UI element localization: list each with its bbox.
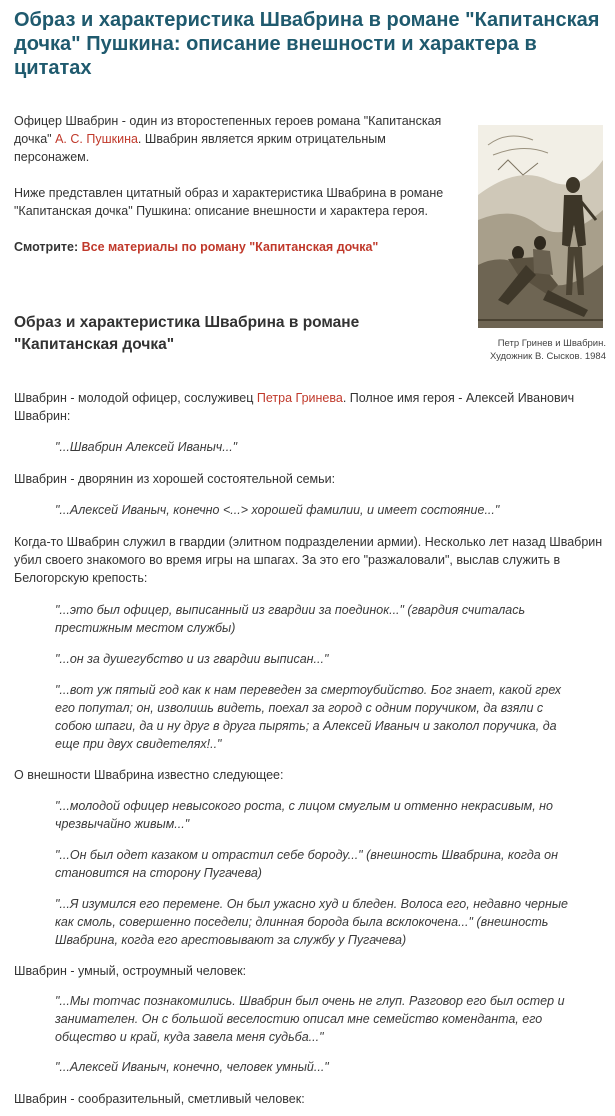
illustration-image <box>478 125 603 328</box>
grinev-link[interactable]: Петра Гринева <box>256 391 343 405</box>
engraving-art <box>478 125 603 328</box>
intro-paragraph-2: Ниже представлен цитатный образ и характеристика Швабрина в романе "Капитанская дочка" Пушкина: описание внешности и характера героя. <box>14 186 444 218</box>
paragraph: Швабрин - дворянин из хорошей состоятельной семьи: <box>14 472 336 486</box>
section-heading: Образ и характеристика Швабрина в романе "Капитанская дочка" <box>14 314 360 353</box>
quote: "...Швабрин Алексей Иваныч..." <box>55 440 238 454</box>
quote: "...он за душегубство и из гвардии выписан..." <box>55 652 329 666</box>
intro-paragraph: Офицер Швабрин - один из второстепенных героев романа "Капитанская дочка" А. С. Пушкина. Швабрин является ярким отрицательным персонажем. <box>14 114 442 164</box>
quote: "...Мы тотчас познакомились. Швабрин был очень не глуп. Разговор его был остер и занимателен. Он с большой веселостию описал мне семейство коменданта, его общество и край, куда завела меня судьба..." <box>55 994 565 1044</box>
quote: "...молодой офицер невысокого роста, с лицом смуглым и отменно некрасивым, но чрезвычайно живым..." <box>55 799 554 831</box>
quote: "...это был офицер, выписанный из гвардии за поединок..." (гвардия считалась престижным местом службы) <box>55 603 526 635</box>
illustration-figure <box>476 125 606 365</box>
paragraph: Когда-то Швабрин служил в гвардии (элитном подразделении армии). Несколько лет назад Швабрин убил своего знакомого во время игры на шпагах. За это его "разжаловали", выслав служить в Белогорскую крепость: <box>14 535 603 585</box>
quote: "...Я изумился его перемене. Он был ужасно худ и бледен. Волоса его, недавно черные как смоль, совершенно поседели; длинная борода была всклокочена..." (внешность Швабрина, когда его арестовывают за службу у Пугачева) <box>55 897 568 947</box>
paragraph: О внешности Швабрина известно следующее: <box>14 768 284 782</box>
quote: "...Алексей Иваныч, конечно <...> хорошей фамилии, и имеет состояние..." <box>55 503 500 517</box>
illustration-caption: Петр Гринев и Швабрин. Художник В. Сысков. 1984 <box>489 338 606 362</box>
quote: "...Он был одет казаком и отрастил себе бороду..." (внешность Швабрина, когда он становится на сторону Пугачева) <box>55 848 558 880</box>
materials-link[interactable]: Все материалы по роману "Капитанская дочка" <box>81 240 379 254</box>
paragraph: Швабрин - умный, остроумный человек: <box>14 964 247 978</box>
quote: "...Алексей Иваныч, конечно, человек умный..." <box>55 1060 329 1074</box>
see-also: Смотрите: Все материалы по роману "Капитанская дочка" <box>14 240 379 254</box>
paragraph-shvabrin-officer: Швабрин - молодой офицер, сослуживец Петра Гринева. Полное имя героя - Алексей Иванович Швабрин: <box>14 391 575 423</box>
paragraph: Швабрин - сообразительный, сметливый человек: <box>14 1092 305 1106</box>
page-title: Образ и характеристика Швабрина в романе "Капитанская дочка" Пушкина: описание внешности и характера в цитатах <box>14 9 600 79</box>
author-link[interactable]: А. С. Пушкина <box>55 132 138 146</box>
quote: "...вот уж пятый год как к нам переведен за смертоубийство. Бог знает, какой грех его попутал; он, изволишь видеть, поехал за город с одним поручиком, да взяли с собою шпаги, да и ну друг в друга пырять; а Алексей Иваныч и заколол поручика, да еще при двух свидетелях!.." <box>55 683 562 751</box>
